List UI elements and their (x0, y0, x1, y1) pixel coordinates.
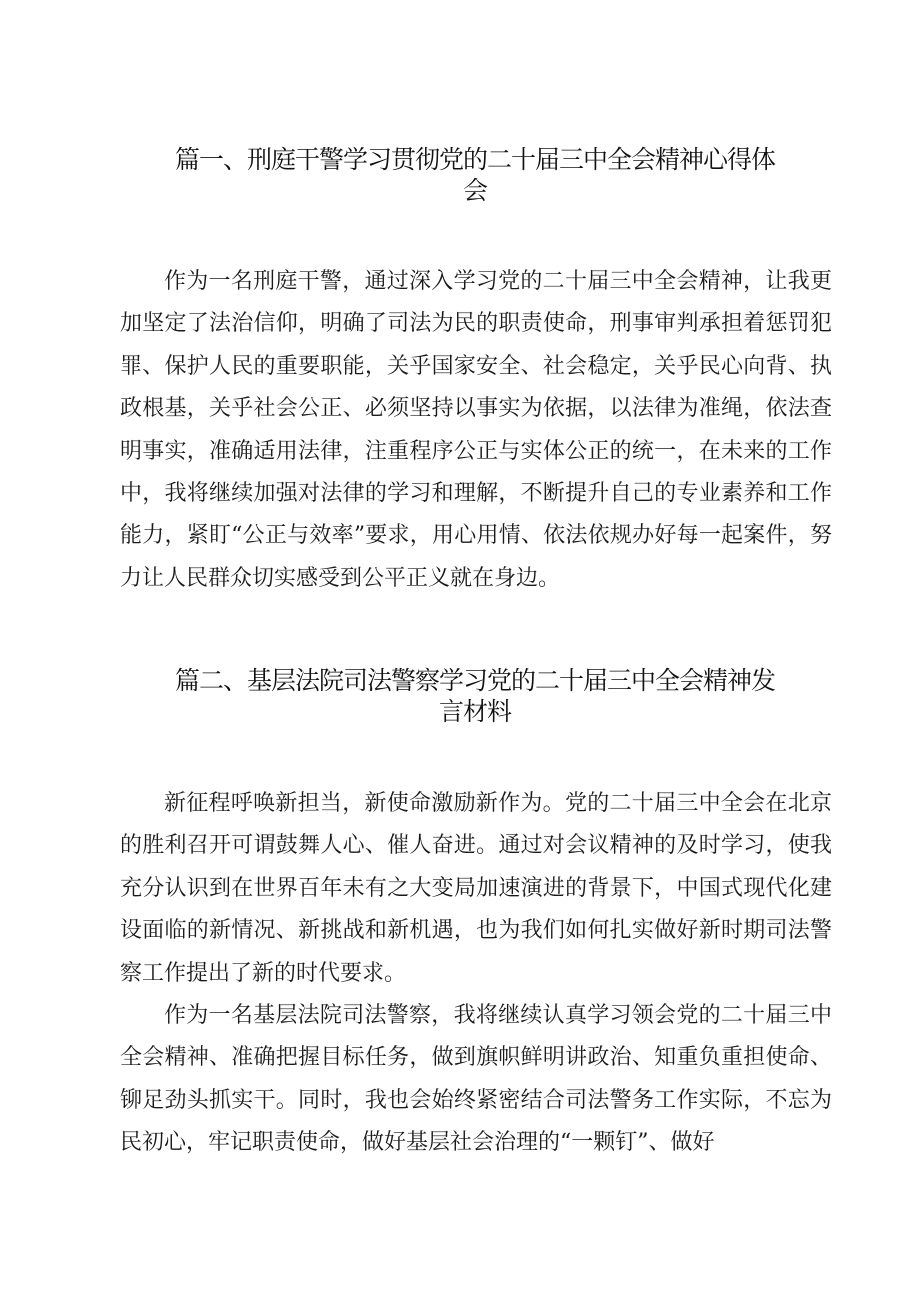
section-title-2 (120, 665, 830, 727)
paragraph: 作为一名基层法院司法警察，我将继续认真学习领会党的二十届三中全会精神、准确把握目标任务，做到旗帜鲜明讲政治、知重负重担使命、铆足劲头抓实干。同时，我也会始终紧密结合司法警务工作实际，不忘为民初心，牢记职责使命，做好基层社会治理的“一颗钉”、做好 (120, 1003, 832, 1156)
section-title-1-line-1: 篇一、刑庭干警学习贯彻党的二十届三中全会精神心得体 (174, 145, 775, 174)
section-title-2-line-1: 篇二、基层法院司法警察学习党的二十届三中全会精神发 (174, 666, 775, 695)
section-body-1 (120, 261, 832, 600)
section-title-2-line-2: 言材料 (438, 697, 511, 726)
paragraph: 新征程呼唤新担当，新使命激励新作为。党的二十届三中全会在北京的胜利召开可谓鼓舞人心、催人奋进。通过对会议精神的及时学习，使我充分认识到在世界百年未有之大变局加速演进的背景下，中国式现代化建设面临的新情况、新挑战和新机遇，也为我们如何扎实做好新时期司法警察工作提出了新的时代要求。 (120, 791, 832, 986)
section-body-2 (120, 783, 832, 1165)
section-title-1-line-2: 会 (462, 176, 487, 205)
section-title-1 (120, 144, 830, 206)
paragraph: 作为一名刑庭干警，通过深入学习党的二十届三中全会精神，让我更加坚定了法治信仰，明确了司法为民的职责使命，刑事审判承担着惩罚犯罪、保护人民的重要职能，关乎国家安全、社会稳定，关乎民心向背、执政根基，关乎社会公正、必须坚持以事实为依据，以法律为准绳，依法查明事实，准确适用法律，注重程序公正与实体公正的统一，在未来的工作中，我将继续加强对法律的学习和理解，不断提升自己的专业素养和工作能力，紧盯“公正与效率”要求，用心用情、依法依规办好每一起案件，努力让人民群众切实感受到公平正义就在身边。 (120, 269, 832, 591)
